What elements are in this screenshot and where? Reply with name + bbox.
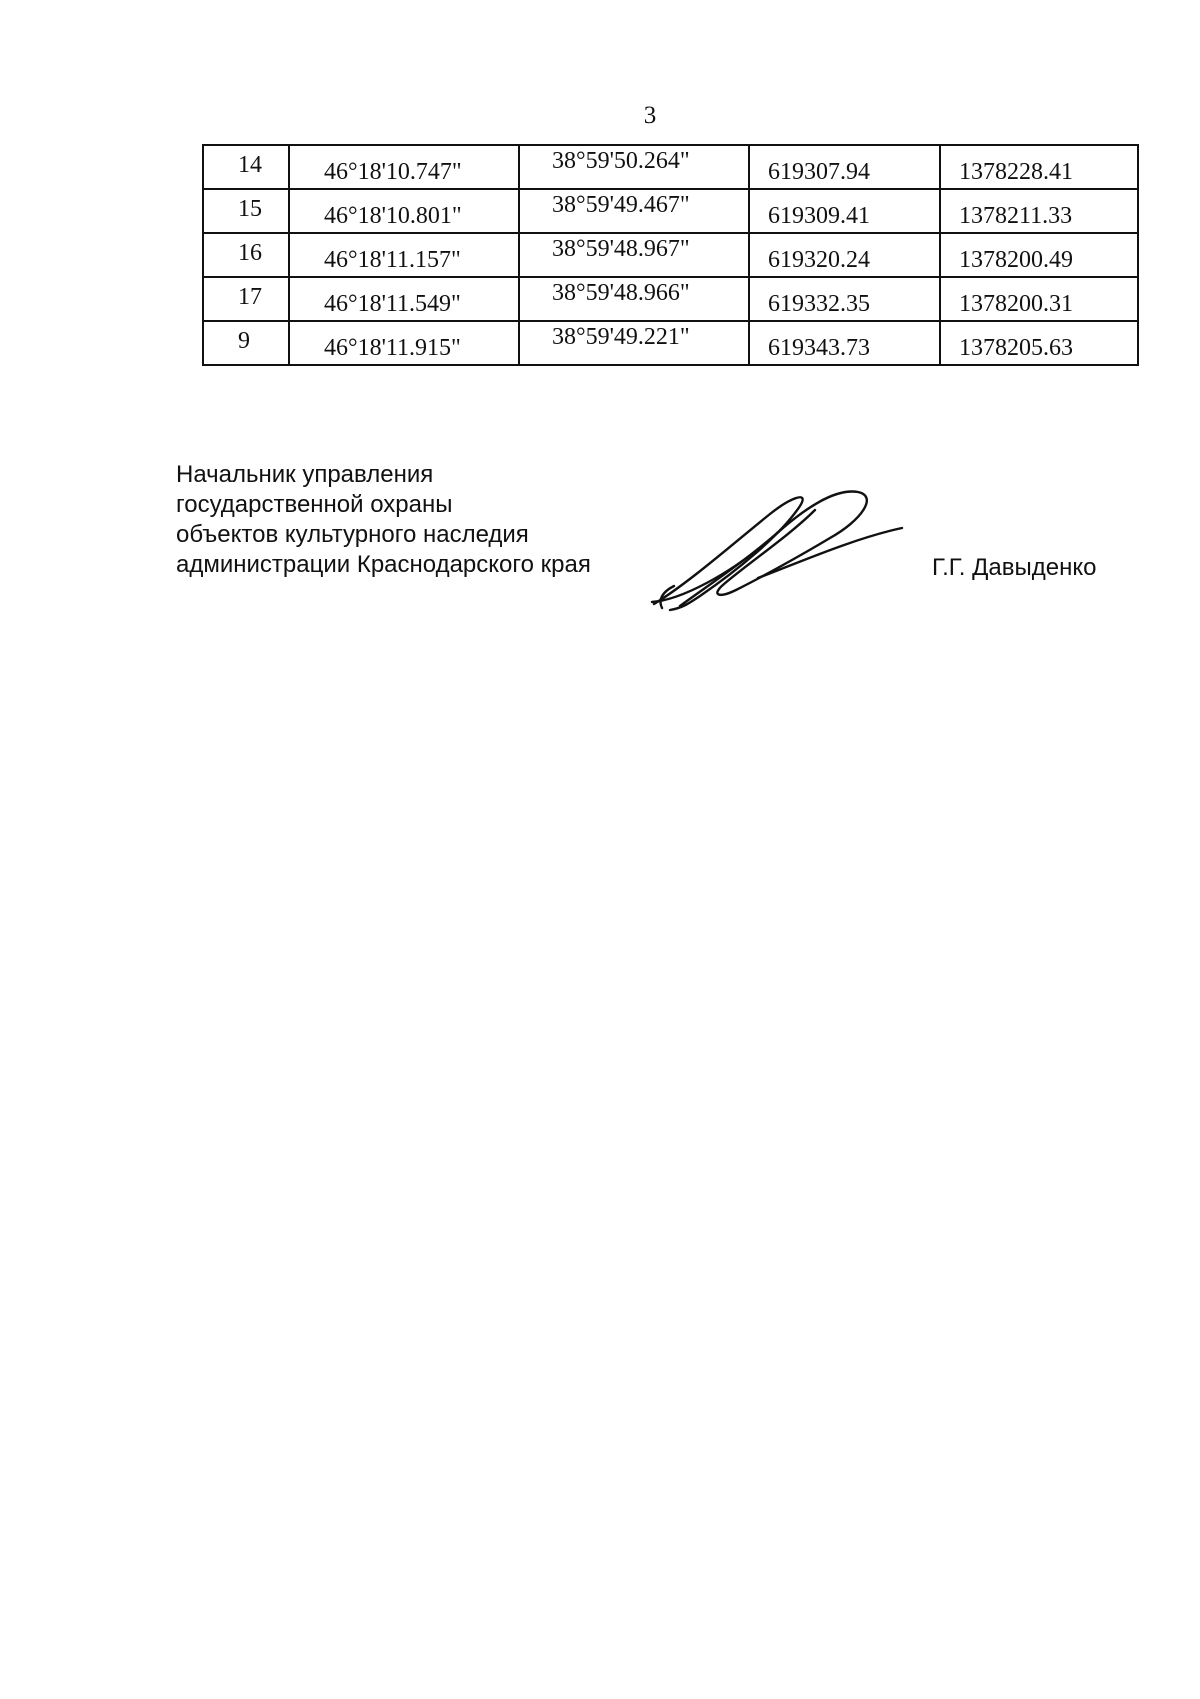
signer-position-line: государственной охраны <box>176 491 453 518</box>
x-coordinate-cell: 619307.94 <box>749 145 940 189</box>
y-coordinate-cell: 1378200.31 <box>940 277 1138 321</box>
latitude-cell: 46°18'10.801" <box>289 189 519 233</box>
signer-name: Г.Г. Давыденко <box>932 554 1097 581</box>
point-number-cell: 9 <box>203 321 289 365</box>
longitude-cell: 38°59'49.467" <box>519 189 749 233</box>
signer-position-line: Начальник управления <box>176 461 434 488</box>
y-coordinate-cell: 1378205.63 <box>940 321 1138 365</box>
table-row <box>203 277 1138 321</box>
longitude-cell: 38°59'48.967" <box>519 233 749 277</box>
table-row <box>203 189 1138 233</box>
latitude-cell: 46°18'11.157" <box>289 233 519 277</box>
latitude-cell: 46°18'11.549" <box>289 277 519 321</box>
x-coordinate-cell: 619343.73 <box>749 321 940 365</box>
longitude-cell: 38°59'50.264" <box>519 145 749 189</box>
point-number-cell: 14 <box>203 145 289 189</box>
point-number-cell: 17 <box>203 277 289 321</box>
page-number: 3 <box>643 102 657 129</box>
longitude-cell: 38°59'48.966" <box>519 277 749 321</box>
point-number-cell: 16 <box>203 233 289 277</box>
y-coordinate-cell: 1378211.33 <box>940 189 1138 233</box>
x-coordinate-cell: 619332.35 <box>749 277 940 321</box>
handwritten-signature <box>640 480 910 615</box>
table-row <box>203 321 1138 365</box>
latitude-cell: 46°18'11.915" <box>289 321 519 365</box>
signer-position <box>176 460 591 580</box>
y-coordinate-cell: 1378228.41 <box>940 145 1138 189</box>
point-number-cell: 15 <box>203 189 289 233</box>
table-row <box>203 145 1138 189</box>
table-row <box>203 233 1138 277</box>
x-coordinate-cell: 619320.24 <box>749 233 940 277</box>
coordinates-table <box>202 144 1139 366</box>
y-coordinate-cell: 1378200.49 <box>940 233 1138 277</box>
longitude-cell: 38°59'49.221" <box>519 321 749 365</box>
signer-position-line: объектов культурного наследия <box>176 521 529 548</box>
x-coordinate-cell: 619309.41 <box>749 189 940 233</box>
signer-position-line: администрации Краснодарского края <box>176 551 591 578</box>
latitude-cell: 46°18'10.747" <box>289 145 519 189</box>
